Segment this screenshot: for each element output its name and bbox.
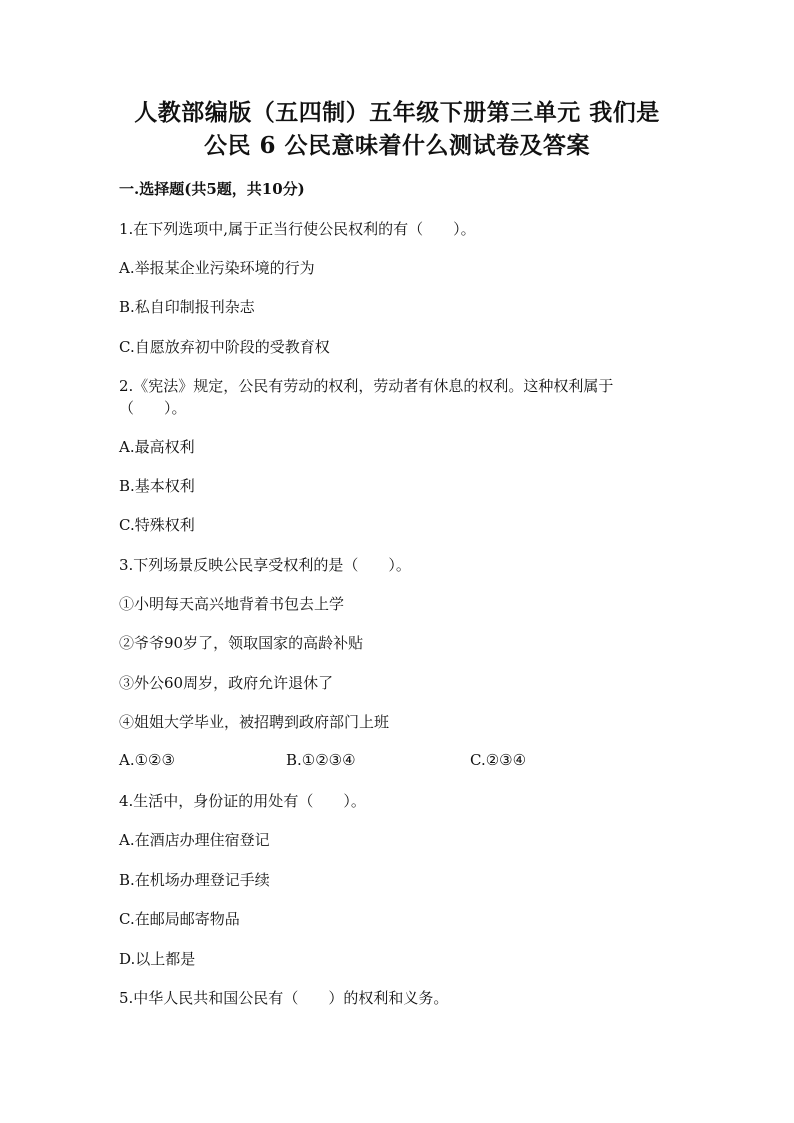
question-3-option-a: A.①②③ (119, 751, 175, 769)
question-4-stem: 4.生活中，身份证的用处有（ ）。 (119, 792, 366, 810)
question-1-option-b: B.私自印制报刊杂志 (119, 298, 255, 316)
question-2-stem-line1: 2.《宪法》规定，公民有劳动的权利，劳动者有休息的权利。这种权利属于 (119, 377, 614, 395)
question-1-option-c: C.自愿放弃初中阶段的受教育权 (119, 338, 330, 356)
document-title-line1: 人教部编版（五四制）五年级下册第三单元 我们是 (134, 99, 660, 126)
question-1-option-a: A.举报某企业污染环境的行为 (119, 259, 315, 277)
question-3-statement-3: ③外公60周岁，政府允许退休了 (119, 674, 334, 692)
question-2-option-b: B.基本权利 (119, 477, 195, 495)
question-2-stem-line2: （ ）。 (119, 399, 187, 417)
question-4-option-a: A.在酒店办理住宿登记 (119, 831, 270, 849)
question-3-statement-4: ④姐姐大学毕业，被招聘到政府部门上班 (119, 713, 390, 731)
question-2-option-c: C.特殊权利 (119, 516, 195, 534)
question-3-option-b: B.①②③④ (286, 751, 356, 769)
question-2-option-a: A.最高权利 (119, 438, 195, 456)
question-4-option-d: D.以上都是 (119, 950, 196, 968)
question-3-statement-1: ①小明每天高兴地背着书包去上学 (119, 595, 345, 613)
question-4-option-c: C.在邮局邮寄物品 (119, 910, 240, 928)
question-1-stem: 1.在下列选项中,属于正当行使公民权利的有（ ）。 (119, 220, 476, 238)
document-title-line2: 公民 6 公民意味着什么测试卷及答案 (203, 132, 591, 159)
question-3-stem: 3.下列场景反映公民享受权利的是（ ）。 (119, 556, 411, 574)
question-3-statement-2: ②爷爷90岁了，领取国家的高龄补贴 (119, 634, 364, 652)
question-4-option-b: B.在机场办理登记手续 (119, 871, 270, 889)
section-heading: 一.选择题(共5题，共10分) (119, 180, 305, 198)
question-3-option-c: C.②③④ (470, 751, 527, 769)
question-5-stem: 5.中华人民共和国公民有（ ）的权利和义务。 (119, 989, 449, 1007)
